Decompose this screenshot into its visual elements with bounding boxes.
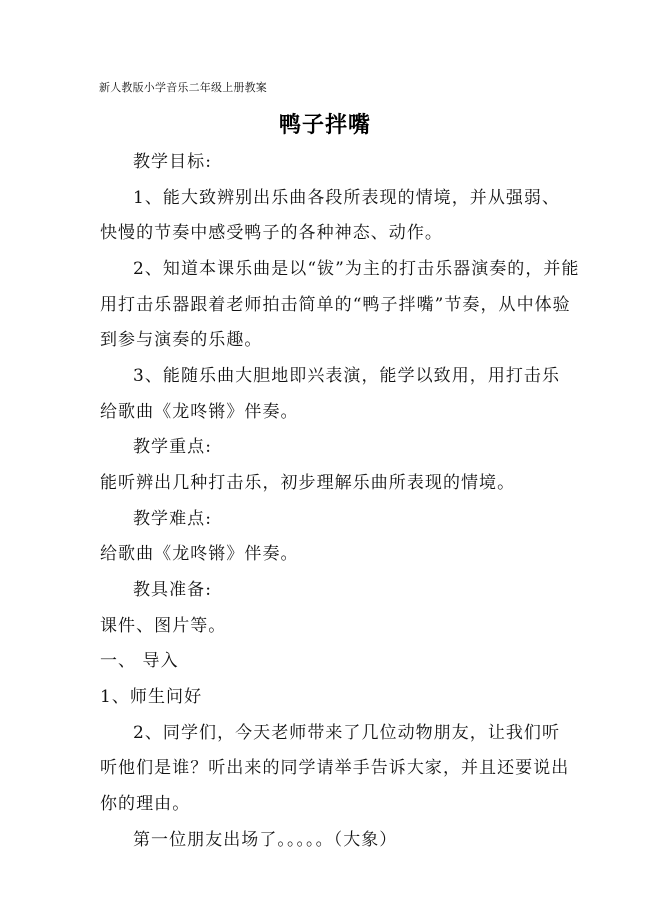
difficulties-text: 给歌曲《龙咚锵》伴奏。 bbox=[100, 544, 299, 564]
first-friend-line: 第一位朋友出场了。。。。。（大象） bbox=[133, 830, 398, 850]
objective-2-line-3: 到参与演奏的乐趣。 bbox=[100, 330, 263, 350]
objective-1-line-2: 快慢的节奏中感受鸭子的各种神态、动作。 bbox=[100, 223, 443, 243]
objective-1-line-1: 1、能大致辨别出乐曲各段所表现的情境，并从强弱、 bbox=[133, 188, 561, 208]
objective-2-line-1: 2、知道本课乐曲是以“钹”为主的打击乐器演奏的，并能 bbox=[133, 259, 580, 279]
heading-difficulties: 教学难点: bbox=[133, 509, 212, 529]
teaching-aids-text: 课件、图片等。 bbox=[100, 616, 227, 636]
heading-key-points: 教学重点: bbox=[133, 437, 212, 457]
step-2-line-1: 2、同学们，今天老师带来了几位动物朋友，让我们听 bbox=[133, 723, 561, 743]
heading-teaching-aids: 教具准备: bbox=[133, 580, 212, 600]
step-2-line-2: 听他们是谁？听出来的同学请举手告诉大家，并且还要说出 bbox=[100, 758, 570, 778]
objective-2-line-2: 用打击乐器跟着老师拍击简单的“鸭子拌嘴”节奏，从中体验 bbox=[100, 295, 571, 315]
step-1-greeting: 1、师生问好 bbox=[100, 687, 203, 707]
key-points-text: 能听辨出几种打击乐，初步理解乐曲所表现的情境。 bbox=[100, 473, 516, 493]
section-introduction: 一、 导入 bbox=[100, 651, 179, 671]
heading-objectives: 教学目标: bbox=[133, 152, 212, 172]
objective-3-line-1: 3、能随乐曲大胆地即兴表演，能学以致用，用打击乐 bbox=[133, 366, 561, 386]
header-note: 新人教版小学音乐二年级上册教案 bbox=[99, 81, 267, 94]
page-title: 鸭子拌嘴 bbox=[278, 113, 371, 138]
objective-3-line-2: 给歌曲《龙咚锵》伴奏。 bbox=[100, 402, 299, 422]
step-2-line-3: 你的理由。 bbox=[100, 794, 191, 814]
